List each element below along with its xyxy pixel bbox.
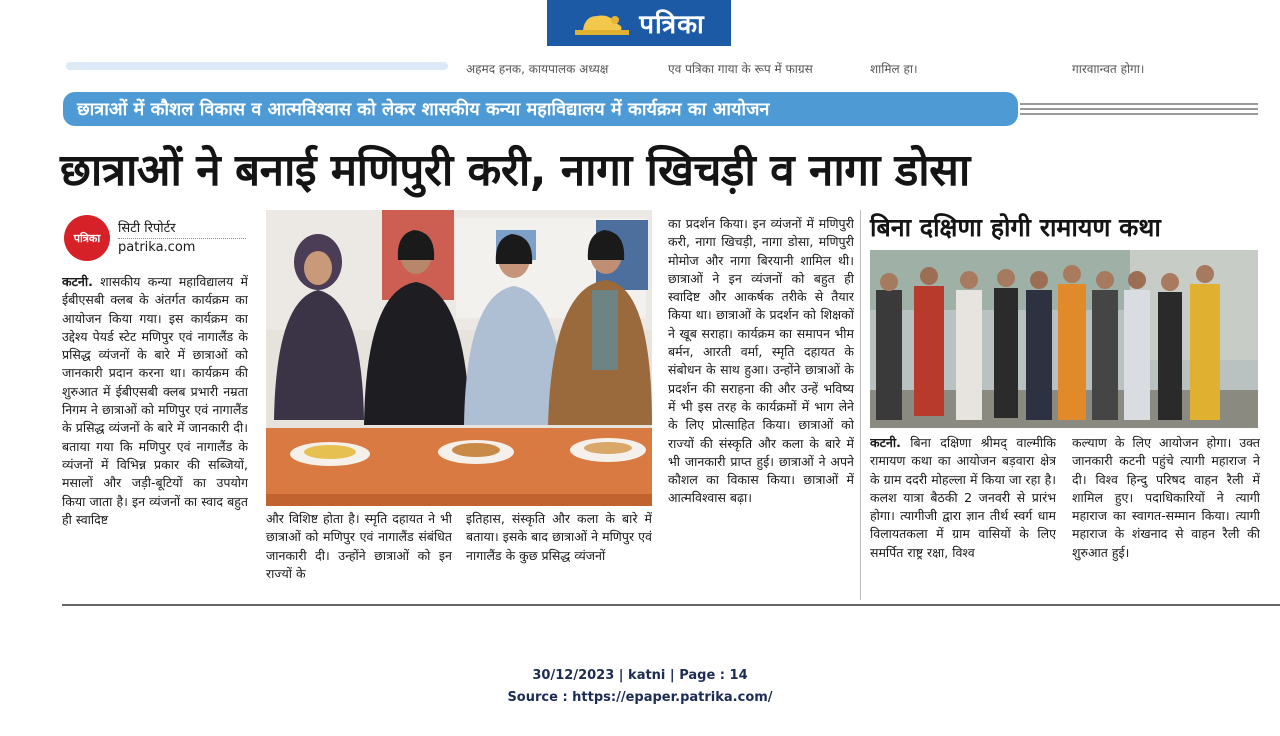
article-column-3: का प्रदर्शन किया। इन व्यंजनों में मणिपुरी करी, नागा खिचड़ी, नागा डोसा, मणिपुरी मोमोज और नागा बिरयानी शामिल थी। छात्राओं ने इन व्यंजनों को बहुत ही स्वादिष्ट और आकर्षक तरीके से तैयार किया था। छात्राओं के प्रदर्शन को शिक्षकों ने खूब सराहा। कार्यक्रम का समापन भीम बर्मन, आरती वर्मा, स्मृति दहायत के संबोधन के साथ हुआ। उन्होंने छात्राओं के प्रदर्शन की सराहना की और उन्हें भविष्य में भी इस तरह के कार्यक्रमों में भाग लेने के लिए प्रोत्साहित किया। छात्राओं को राज्यों की संस्कृति और कला के बारे में भी जानकारी प्राप्त हुई। छात्राओं ने अपने कौशल का विकास किया। छात्राओं में आत्मविश्वास बढ़ा।	[668, 216, 854, 506]
main-headline: छात्राओं ने बनाई मणिपुरी करी, नागा खिचड़ी व नागा डोसा	[60, 145, 970, 196]
masthead-name: पत्रिका	[639, 10, 705, 40]
column-divider	[860, 210, 861, 600]
prev-fragment: एव पत्रिका गाया के रूप में फाग्रस	[668, 62, 813, 76]
dateline: कटनी.	[62, 274, 93, 289]
students-food-photo	[266, 210, 652, 506]
lion-icon	[573, 8, 631, 38]
byline-site: patrika.com	[118, 240, 196, 255]
footer-source-link[interactable]: Source : https://epaper.patrika.com/	[507, 690, 773, 705]
dateline: कटनी.	[870, 435, 901, 450]
byline-divider	[118, 238, 246, 239]
byline-logo: पत्रिका	[64, 215, 110, 261]
article2-column-1	[870, 434, 1056, 596]
masthead-logo[interactable]	[547, 0, 731, 46]
article-text: शासकीय कन्या महाविद्यालय में ईबीएसबी क्लब के अंतर्गत कार्यक्रम का आयोजन किया गया। इस कार्यक्रम का उद्देश्य पेयर्ड स्टेट मणिपुर एवं नागालैंड के प्रसिद्ध व्यंजनों के बारे में छात्राओं को जानकारी प्रदान करना था। कार्यक्रम की शुरुआत में ईबीएसबी क्लब प्रभारी नम्रता निगम ने छात्राओं को मणिपुर एवं नागालैंड के प्रसिद्ध व्यंजनों के बारे में जानकारी दी। बताया गया कि मणिपुर एवं नागालैंड के व्यंजनों में विभिन्न प्रकार की सब्जियों, मसालों और जड़ी-बूटियों का उपयोग किया जाता है। इन व्यंजनों का स्वाद बहुत ही स्वादिष्ट	[62, 274, 248, 527]
article-column-1	[62, 273, 248, 595]
prev-fragment: शामिल हा।	[870, 62, 918, 76]
byline-reporter: सिटी रिपोर्टर	[118, 221, 176, 236]
article-column-2a: और विशिष्ट होता है। स्मृति दहायत ने भी छात्राओं को मणिपुर एवं नागालैंड संबंधित जानकारी दी। उन्होंने छात्राओं को इन राज्यों के	[266, 511, 452, 581]
previous-article-bar	[66, 62, 448, 70]
kicker-rule	[1020, 103, 1258, 115]
article-column-2b: इतिहास, संस्कृति और कला के बारे में बताया। इसके बाद छात्राओं ने मणिपुर एवं नागालैंड के कुछ प्रसिद्ध व्यंजनों	[466, 511, 652, 563]
secondary-headline: बिना दक्षिणा होगी रामायण कथा	[870, 213, 1161, 242]
article-text: बिना दक्षिणा श्रीमद् वाल्मीकि रामायण कथा का आयोजन बड़वारा क्षेत्र के ग्राम ददरी मोहल्ला में किया जा रहा है। कलश यात्रा बैठकी 2 जनवरी से प्रारंभ होगा। त्यागीजी द्वारा ज्ञान तीर्थ स्वर्ग धाम विलायतकला में ग्राम वासियों के लिए समर्पित राष्ट्र रक्षा, विश्व	[870, 435, 1056, 560]
prev-fragment: गारवाान्वत होगा।	[1072, 62, 1145, 76]
page-bottom-rule	[62, 604, 1280, 606]
kicker-banner: छात्राओं में कौशल विकास व आत्मविश्वास को लेकर शासकीय कन्या महाविद्यालय में कार्यक्रम का आयोजन	[63, 92, 1018, 126]
footer-date-page: 30/12/2023 | katni | Page : 14	[532, 668, 748, 683]
article2-column-2: कल्याण के लिए आयोजन होगा। उक्त जानकारी कटनी पहुंचे त्यागी महाराज ने दी। विश्व हिन्दु परिषद वाहन रैली में शामिल हुए। पदाधिकारियों ने त्यागी महाराज का स्वागत-सम्मान किया। त्यागी महाराज के शंखनाद से वाहन रैली की शुरुआत हुई।	[1072, 435, 1260, 560]
prev-fragment: अहमद हनक, कायपालक अध्यक्ष	[466, 62, 609, 76]
group-photo	[870, 250, 1258, 428]
